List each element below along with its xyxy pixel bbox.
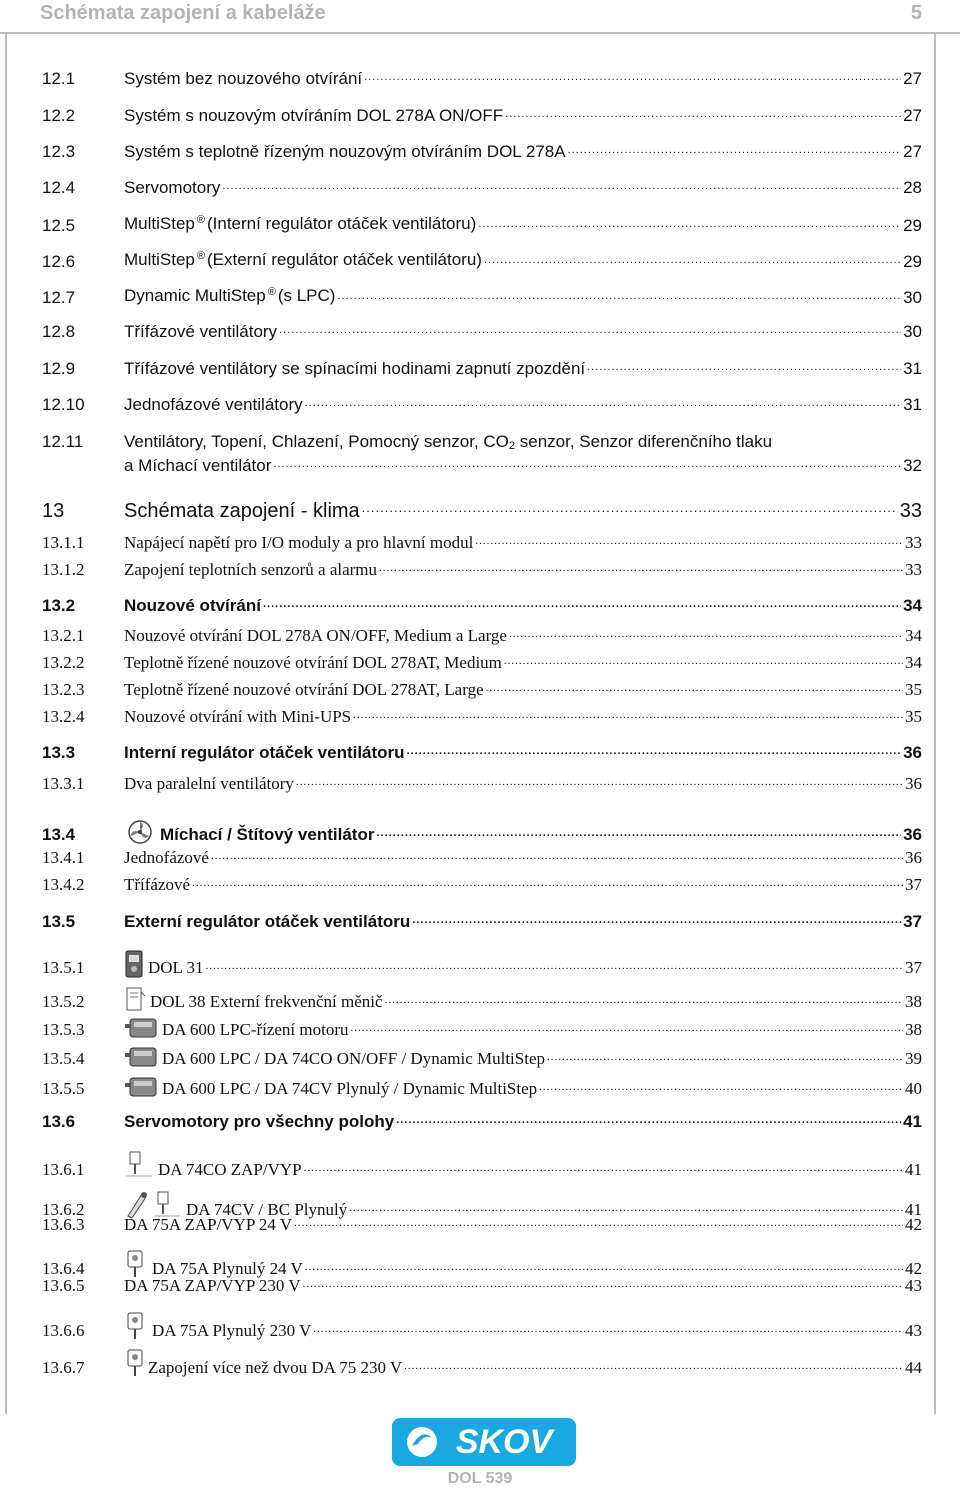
da-600-module-icon [124,1075,158,1099]
toc-entry-12-5[interactable]: 12.5 MultiStep ® (Interní regulátor otáček ventilátoru) ..... 29 [42,214,922,236]
toc-entry-12-11-number: 12.11 [42,432,84,451]
toc-entry-13-2-1[interactable]: 13.2.1 Nouzové otvírání DOL 278A ON/OFF, Medium a Large ..... 34 [42,626,922,646]
toc-entry-12-1[interactable]: 12.1 Systém bez nouzového otvírání ..... 27 [42,69,922,89]
da-600-module-icon [124,1045,158,1069]
toc-entry-13-3-1[interactable]: 13.3.1 Dva paralelní ventilátory ..... 36 [42,774,922,794]
toc-chapter-13[interactable]: 13 Schémata zapojení - klima ..... 33 [42,501,922,521]
toc-entry-13-2-3[interactable]: 13.2.3 Teplotně řízené nouzové otvírání DOL 278AT, Large ..... 35 [42,680,922,700]
toc-entry-13-1-2[interactable]: 13.1.2 Zapojení teplotních senzorů a alarmu ..... 33 [42,560,922,580]
toc-entry-12-6[interactable]: 12.6 MultiStep ® (Externí regulátor otáček ventilátoru) ..... 29 [42,250,922,272]
toc-entry-13-2-2[interactable]: 13.2.2 Teplotně řízené nouzové otvírání DOL 278AT, Medium ..... 34 [42,653,922,673]
toc-section-13-6[interactable]: 13.6 Servomotory pro všechny polohy ..... 41 [42,1112,922,1132]
registered-mark: ® [267,286,276,298]
frequency-converter-icon [124,986,146,1012]
da-75-actuator-icon [124,1249,148,1279]
toc-entry-12-3[interactable]: 12.3 Systém s teplotně řízeným nouzovým otvíráním DOL 278A ..... 27 [42,142,922,162]
toc-entry-13-6-1[interactable]: 13.6.1 DA 74CO ZAP/VYP ..... 41 [42,1150,922,1180]
toc-entry-13-6-4[interactable]: 13.6.4 DA 75A Plynulý 24 V ..... 42 [42,1249,922,1279]
toc-entry-13-5-5[interactable]: 13.5.5 DA 600 LPC / DA 74CV Plynulý / Dynamic MultiStep ..... 40 [42,1075,922,1099]
header-page-number: 5 [910,2,922,24]
logo-wordmark: SKOV [455,1423,553,1461]
toc-section-13-2[interactable]: 13.2 Nouzové otvírání ..... 34 [42,596,922,616]
toc-entry-13-6-3[interactable]: 13.6.3 DA 75A ZAP/VYP 24 V ..... 42 [42,1215,922,1235]
da-600-module-icon [124,1016,158,1040]
toc-section-13-3[interactable]: 13.3 Interní regulátor otáček ventilátoru ..... 36 [42,743,922,763]
skov-logo [392,1418,576,1466]
toc-entry-13-2-4[interactable]: 13.2.4 Nouzové otvírání with Mini-UPS ..... 35 [42,707,922,727]
toc-entry-13-6-2[interactable]: 13.6.2 DA 74CV / BC Plynulý ..... 41 [42,1188,922,1220]
dol-31-device-icon [124,950,144,978]
toc-entry-13-5-2[interactable]: 13.5.2 DOL 38 Externí frekvenční měnič ..... 38 [42,986,922,1012]
servomotor-icon [124,1150,154,1180]
toc-entry-13-4-1[interactable]: 13.4.1 Jednofázové ..... 36 [42,848,922,868]
toc-entry-12-11[interactable]: Ventilátory, Topení, Chlazení, Pomocný senzor, CO2 senzor, Senzor diferenčního tlaku [124,432,773,452]
toc-section-13-5[interactable]: 13.5 Externí regulátor otáček ventilátoru ..... 37 [42,912,922,932]
toc-entry-13-5-3[interactable]: 13.5.3 DA 600 LPC-řízení motoru ..... 38 [42,1016,922,1040]
toc-entry-12-4[interactable]: 12.4 Servomotory ..... 28 [42,178,922,198]
toc-entry-12-2[interactable]: 12.2 Systém s nouzovým otvíráním DOL 278A ON/OFF ..... 27 [42,106,922,126]
registered-mark: ® [196,250,205,262]
registered-mark: ® [196,214,205,226]
toc-entry-13-1-1[interactable]: 13.1.1 Napájecí napětí pro I/O moduly a pro hlavní modul ..... 33 [42,533,922,553]
toc-entry-12-11-line2[interactable]: a Míchací ventilátor ..... 32 [124,456,922,476]
toc-entry-12-7[interactable]: 12.7 Dynamic MultiStep ® (s LPC) ..... 30 [42,286,922,308]
toc-entry-13-6-5[interactable]: 13.6.5 DA 75A ZAP/VYP 230 V ..... 43 [42,1276,922,1296]
mixing-fan-icon [124,819,156,845]
toc-entry-13-5-1[interactable]: 13.5.1 DOL 31 ..... 37 [42,950,922,978]
footer-label: DOL 539 [447,1470,513,1487]
subscript-two: 2 [508,440,516,452]
toc-section-13-4[interactable]: 13.4 Míchací / Štítový ventilátor ..... 36 [42,819,922,845]
toc-entry-13-6-7[interactable]: 13.6.7 Zapojení více než dvou DA 75 230 V ..... 44 [42,1348,922,1378]
da-75-actuator-icon [124,1348,148,1378]
toc-entry-12-8[interactable]: 12.8 Třífázové ventilátory ..... 30 [42,322,922,342]
header-title: Schémata zapojení a kabeláže [40,2,326,24]
toc-entry-12-10[interactable]: 12.10 Jednofázové ventilátory ..... 31 [42,395,922,415]
toc-entry-13-6-6[interactable]: 13.6.6 DA 75A Plynulý 230 V ..... 43 [42,1311,922,1341]
da-75-actuator-icon [124,1311,148,1341]
toc-entry-13-4-2[interactable]: 13.4.2 Třífázové ..... 37 [42,875,922,895]
toc-entry-13-5-4[interactable]: 13.5.4 DA 600 LPC / DA 74CO ON/OFF / Dynamic MultiStep ..... 39 [42,1045,922,1069]
toc-entry-12-9[interactable]: 12.9 Třífázové ventilátory se spínacími hodinami zapnutí zpozdění ..... 31 [42,359,922,379]
